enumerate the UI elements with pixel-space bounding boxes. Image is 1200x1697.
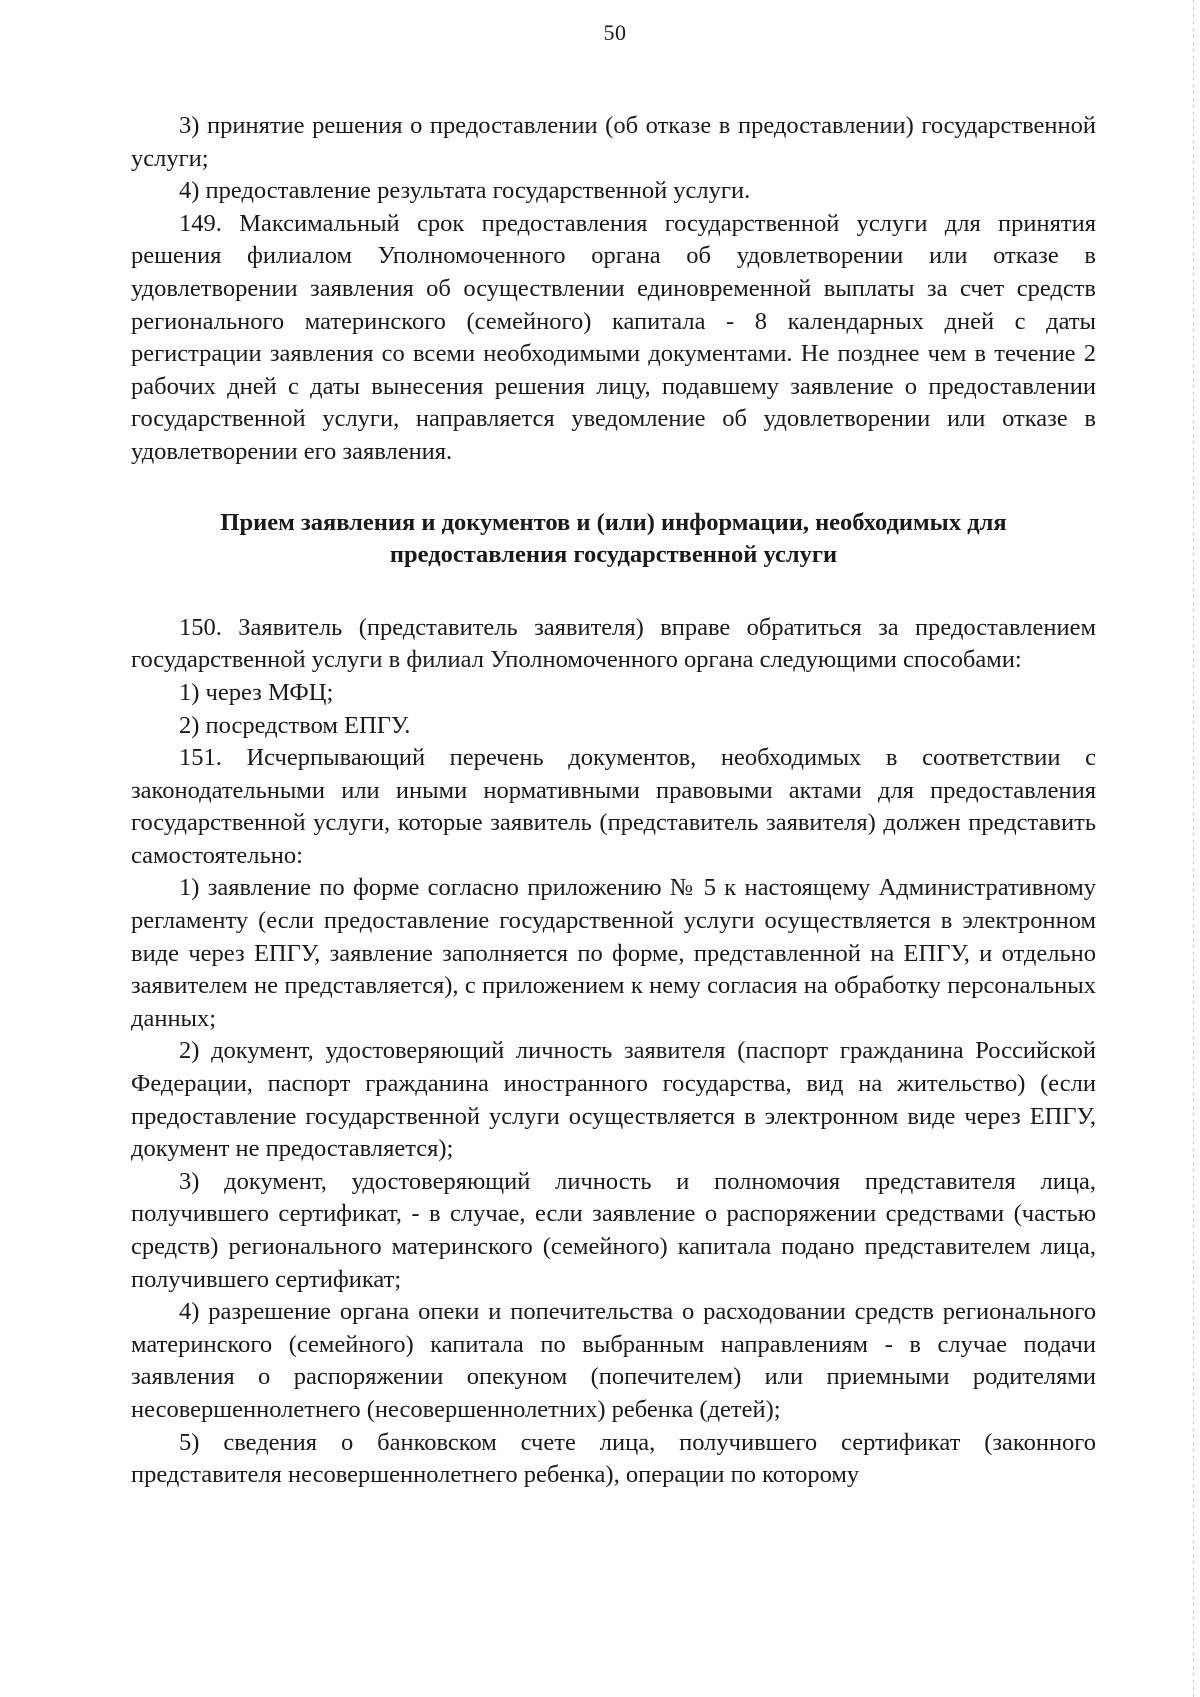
paragraph-151-item-3: 3) документ, удостоверяющий личность и полномочия представителя лица, получившего сертификат, - в случае, если заявление о распоряжении средствами (частью средств) регионального материнского (семейного) капитала подано представителем лица, получившего сертификат; [131,1167,1096,1293]
page-number: 50 [603,20,627,45]
paragraph-item-3: 3) принятие решения о предоставлении (об отказе в предоставлении) государственной услуги; [131,112,1096,172]
paragraph-149: 149. Максимальный срок предоставления государственной услуги для принятия решения филиалом Уполномоченного органа об удовлетворении или отказе в удовлетворении заявления об осуществлении единовременной выплаты за счет средств регионального материнского (семейного) капитала - 8 календарных дней с даты регистрации заявления со всеми необходимыми документами. Не позднее чем в течение 2 рабочих дней с даты вынесения решения лицу, подавшему заявление о предоставлении государственной услуги, направляется уведомление об удовлетворении или отказе в удовлетворении его заявления. [131,209,1096,465]
scan-edge-line [1193,0,1194,1697]
paragraph-151-item-5: 5) сведения о банковском счете лица, получившего сертификат (законного представителя несовершеннолетнего ребенка), операции по которому [131,1428,1096,1489]
paragraph-151-item-4: 4) разрешение органа опеки и попечительства о расходовании средств регионального материнского (семейного) капитала по выбранным направлениям - в случае подачи заявления о распоряжении опекуном (попечителем) или приемными родителями несовершеннолетнего (несовершеннолетних) ребенка (детей); [131,1298,1096,1423]
paragraph-151: 151. Исчерпывающий перечень документов, необходимых в соответствии с законодательными или иными нормативными правовыми актами для предоставления государственной услуги, которые заявитель (представитель заявителя) должен представить самостоятельно: [131,744,1096,869]
paragraph-151-item-1: 1) заявление по форме согласно приложению № 5 к настоящему Административному регламенту (если предоставление государственной услуги осуществляется в электронном виде через ЕПГУ, заявление заполняется по форме, представленной на ЕПГУ, и отдельно заявителем не представляется), с приложением к нему согласия на обработку персональных данных; [131,874,1096,1032]
paragraph-150-item-1: 1) через МФЦ; [179,678,334,706]
paragraph-150-item-2: 2) посредством ЕПГУ. [179,711,411,739]
paragraph-item-4: 4) предоставление результата государственной услуги. [179,177,751,205]
section-heading: Прием заявления и документов и (или) информации, необходимых для предоставления государственной услуги [220,508,1007,569]
document-body [131,110,1096,1492]
paragraph-150: 150. Заявитель (представитель заявителя) вправе обратиться за предоставлением государственной услуги в филиал Уполномоченного органа следующими способами: [131,613,1096,674]
paragraph-151-item-2: 2) документ, удостоверяющий личность заявителя (паспорт гражданина Российской Федерации, паспорт гражданина иностранного государства, вид на жительство) (если предоставление государственной услуги осуществляется в электронном виде через ЕПГУ, документ не предоставляется); [131,1037,1096,1163]
